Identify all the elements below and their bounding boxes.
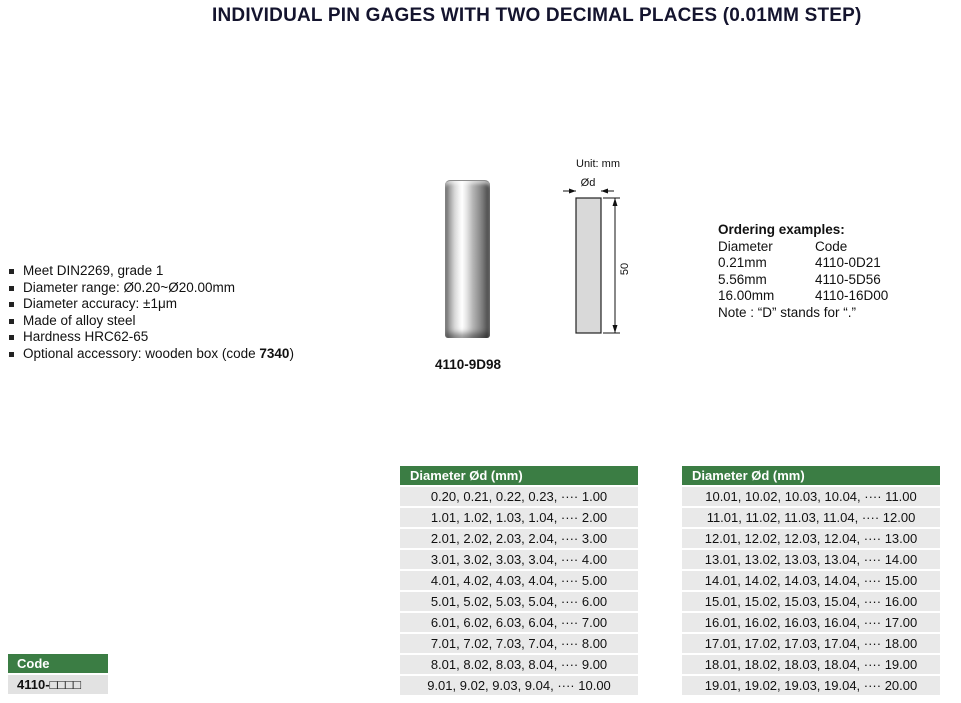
table-row: 18.01, 18.02, 18.03, 18.04, ···· 19.00 — [682, 655, 940, 674]
feature-text: Diameter range: Ø0.20~Ø20.00mm — [23, 279, 235, 295]
table-row: 7.01, 7.02, 7.03, 7.04, ···· 8.00 — [400, 634, 638, 653]
code-table-header: Code — [8, 654, 108, 673]
diameter-dim-label: Ød — [580, 177, 596, 189]
ordering-code: 4110-5D56 — [815, 271, 881, 287]
arrow-right-icon — [569, 189, 576, 194]
diameter-table-1 — [400, 466, 638, 697]
table-row: 10.01, 10.02, 10.03, 10.04, ···· 11.00 — [682, 487, 940, 506]
ordering-title: Ordering examples: — [718, 222, 845, 237]
bullet-square-icon — [9, 269, 14, 274]
bullet-square-icon — [9, 319, 14, 324]
accessory-code: 7340 — [259, 345, 290, 361]
diameter-table-2 — [682, 466, 940, 697]
ordering-note: Note : “D” stands for “.” — [718, 304, 857, 320]
arrow-left-icon — [601, 189, 608, 194]
pin-gage-photo — [445, 180, 490, 338]
arrow-down-icon — [613, 325, 618, 333]
table-row: 2.01, 2.02, 2.03, 2.04, ···· 3.00 — [400, 529, 638, 548]
feature-item — [8, 280, 294, 297]
ordering-header-row — [718, 239, 953, 256]
table-row: 5.01, 5.02, 5.03, 5.04, ···· 6.00 — [400, 592, 638, 611]
table-row: 12.01, 12.02, 12.03, 12.04, ···· 13.00 — [682, 529, 940, 548]
feature-text: Diameter accuracy: ±1μm — [23, 296, 177, 312]
pin-model-label: 4110-9D98 — [434, 357, 502, 372]
table-row: 19.01, 19.02, 19.03, 19.04, ···· 20.00 — [682, 676, 940, 695]
table-row: 1.01, 1.02, 1.03, 1.04, ···· 2.00 — [400, 508, 638, 527]
table-row: 3.01, 3.02, 3.03, 3.04, ···· 4.00 — [400, 550, 638, 569]
bullet-square-icon — [9, 335, 14, 340]
feature-item — [8, 329, 294, 346]
page-title: INDIVIDUAL PIN GAGES WITH TWO DECIMAL PLACES (0.01MM STEP) — [212, 5, 862, 26]
height-dim-label: 50 — [619, 262, 631, 276]
table-row: 15.01, 15.02, 15.03, 15.04, ···· 16.00 — [682, 592, 940, 611]
feature-text-suffix: ) — [289, 345, 294, 361]
bullet-square-icon — [9, 286, 14, 291]
table-row: 4.01, 4.02, 4.03, 4.04, ···· 5.00 — [400, 571, 638, 590]
table-row: 13.01, 13.02, 13.03, 13.04, ···· 14.00 — [682, 550, 940, 569]
feature-item — [8, 263, 294, 280]
feature-text: Hardness HRC62-65 — [23, 329, 149, 345]
table-row: 0.20, 0.21, 0.22, 0.23, ···· 1.00 — [400, 487, 638, 506]
ordering-col-code: Code — [815, 238, 848, 254]
ordering-row — [718, 272, 953, 289]
bullet-square-icon — [9, 352, 14, 357]
ordering-code: 4110-0D21 — [815, 255, 881, 271]
ordering-diameter: 16.00mm — [718, 288, 775, 304]
table-row: 6.01, 6.02, 6.03, 6.04, ···· 7.00 — [400, 613, 638, 632]
ordering-code: 4110-16D00 — [815, 288, 889, 304]
table-row: 8.01, 8.02, 8.03, 8.04, ···· 9.00 — [400, 655, 638, 674]
table-header: Diameter Ød (mm) — [400, 466, 638, 485]
table-row: 17.01, 17.02, 17.03, 17.04, ···· 18.00 — [682, 634, 940, 653]
feature-text — [23, 346, 294, 361]
code-table — [8, 654, 108, 694]
feature-text: Made of alloy steel — [23, 312, 136, 328]
table-header: Diameter Ød (mm) — [682, 466, 940, 485]
table-row: 9.01, 9.02, 9.03, 9.04, ···· 10.00 — [400, 676, 638, 695]
ordering-diameter: 0.21mm — [718, 255, 767, 271]
feature-text: Meet DIN2269, grade 1 — [23, 263, 164, 278]
ordering-col-diameter: Diameter — [718, 238, 773, 254]
table-row: 14.01, 14.02, 14.03, 14.04, ···· 15.00 — [682, 571, 940, 590]
bullet-square-icon — [9, 302, 14, 307]
arrow-up-icon — [613, 198, 618, 206]
table-row: 16.01, 16.02, 16.03, 16.04, ···· 17.00 — [682, 613, 940, 632]
feature-list — [8, 263, 294, 363]
dimension-drawing — [558, 153, 668, 343]
feature-item — [8, 346, 294, 363]
code-pattern: 4110-□□□□ — [8, 675, 108, 694]
feature-text-prefix: Optional accessory: wooden box (code — [23, 345, 260, 361]
unit-label: Unit: mm — [576, 158, 620, 170]
ordering-row — [718, 255, 953, 272]
pin-outline-rect — [576, 198, 601, 333]
ordering-row — [718, 288, 953, 305]
feature-item — [8, 296, 294, 313]
ordering-examples — [718, 222, 953, 322]
feature-item — [8, 313, 294, 330]
ordering-diameter: 5.56mm — [718, 271, 767, 287]
table-row: 11.01, 11.02, 11.03, 11.04, ···· 12.00 — [682, 508, 940, 527]
